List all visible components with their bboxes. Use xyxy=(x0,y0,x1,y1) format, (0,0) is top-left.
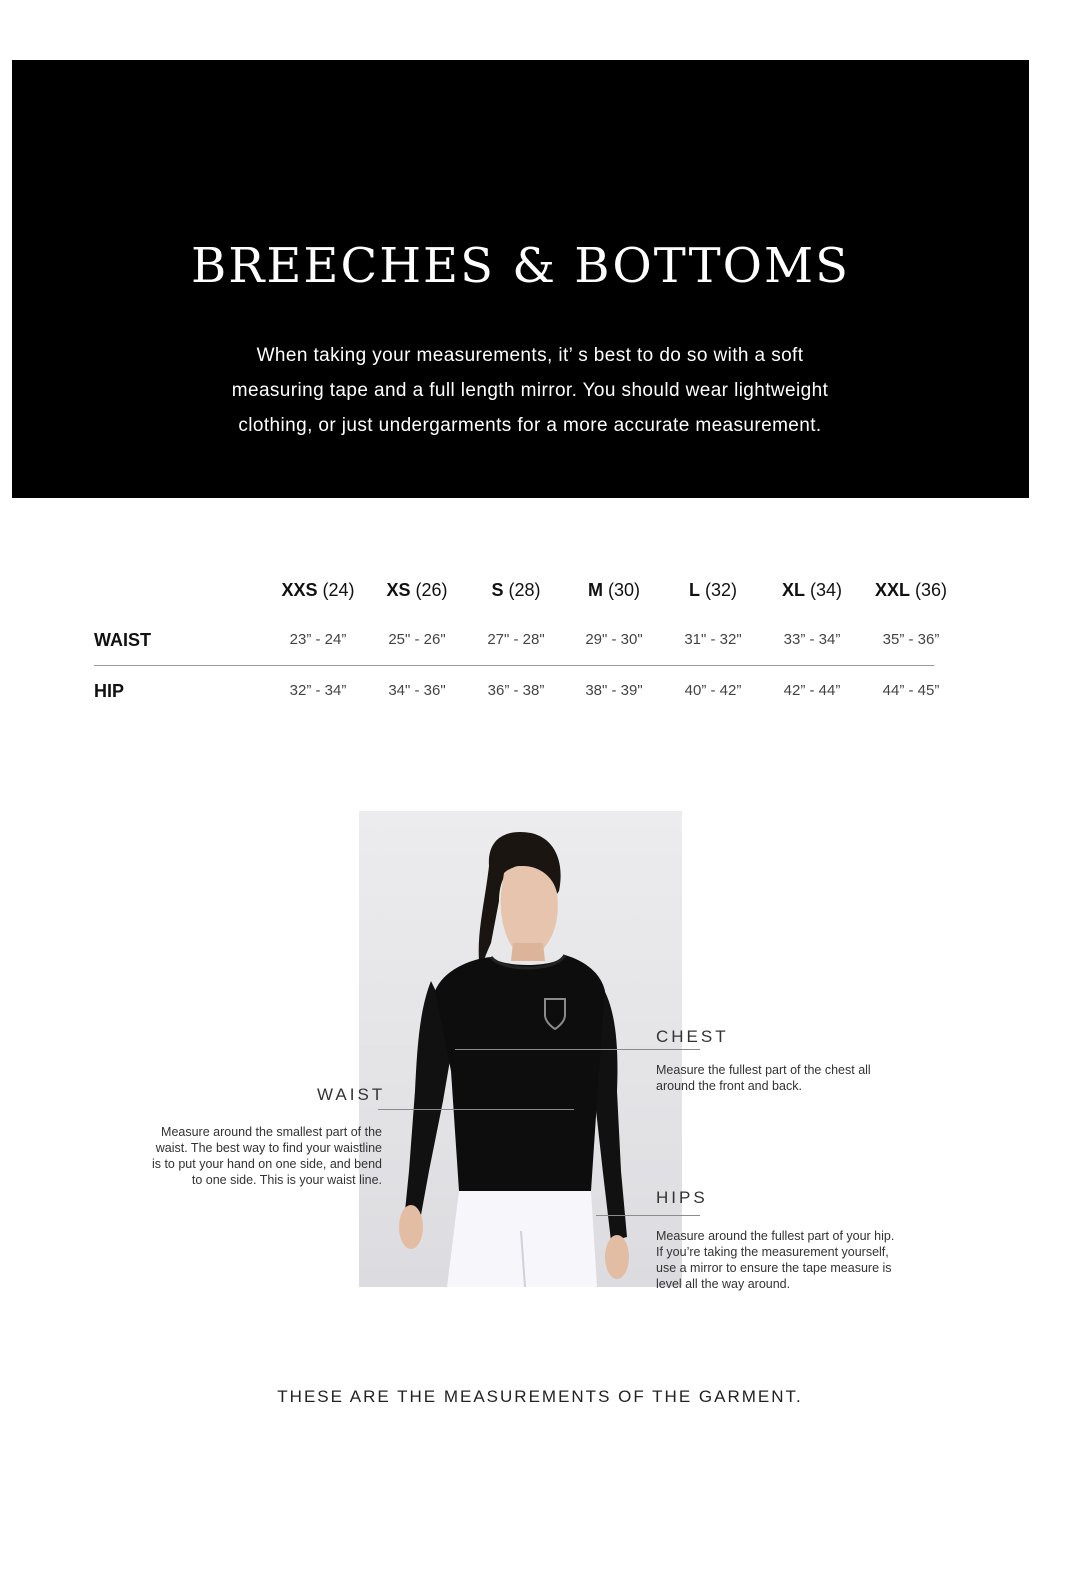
size-header-s: S (28) xyxy=(491,580,541,600)
hip-cell: 44” - 45” xyxy=(882,682,940,699)
hip-cell: 42” - 44” xyxy=(783,682,841,699)
size-header-xxl: XXL (36) xyxy=(874,580,948,600)
hero-banner xyxy=(12,60,1029,498)
chest-description: Measure the fullest part of the chest all around the front and back. xyxy=(656,1063,871,1093)
hip-cell: 32” - 34” xyxy=(289,682,347,699)
hips-description: Measure around the fullest part of your hip. If you’re taking the measurement yourself, use a mirror to ensure the tape measure is level all the way around. xyxy=(656,1229,895,1291)
chest-title: CHEST xyxy=(656,1027,729,1046)
waist-cell: 31" - 32" xyxy=(684,631,742,648)
hips-title: HIPS xyxy=(656,1188,708,1207)
hip-cell: 36” - 38” xyxy=(487,682,545,699)
size-header-xl: XL (34) xyxy=(781,580,843,600)
waist-guide-line xyxy=(378,1109,574,1110)
hip-cell: 34" - 36" xyxy=(388,682,446,699)
page-title: BREECHES & BOTTOMS xyxy=(190,238,851,294)
hero-description: When taking your measurements, it’ s best to do so with a soft measuring tape and a full length mirror. You should wear lightweight clothing, or just undergarments for a more accurate measurement. xyxy=(231,345,829,436)
waist-cell: 27" - 28" xyxy=(487,631,545,648)
waist-title: WAIST xyxy=(317,1085,386,1104)
waist-cell: 29" - 30" xyxy=(585,631,643,648)
footer-note: THESE ARE THE MEASUREMENTS OF THE GARMENT. xyxy=(277,1387,803,1406)
waist-cell: 25" - 26" xyxy=(388,631,446,648)
hip-cell: 38" - 39" xyxy=(585,682,643,699)
waist-description: Measure around the smallest part of the waist. The best way to find your waistline is to put your hand on one side, and bend to one side. This is your waist line. xyxy=(151,1125,382,1187)
row-label-waist: WAIST xyxy=(94,630,151,650)
size-chart-table xyxy=(0,560,1080,720)
table-divider xyxy=(94,665,934,666)
size-header-xxs: XXS (24) xyxy=(281,580,355,600)
size-header-xs: XS (26) xyxy=(386,580,448,600)
size-header-m: M (30) xyxy=(587,580,641,600)
size-header-l: L (32) xyxy=(688,580,738,600)
waist-cell: 35” - 36” xyxy=(882,631,940,648)
hip-cell: 40” - 42” xyxy=(684,682,742,699)
chest-guide-line xyxy=(455,1049,700,1050)
waist-cell: 23” - 24” xyxy=(289,631,347,648)
hips-guide-line xyxy=(596,1215,700,1216)
row-label-hip: HIP xyxy=(94,681,125,701)
waist-cell: 33” - 34” xyxy=(783,631,841,648)
